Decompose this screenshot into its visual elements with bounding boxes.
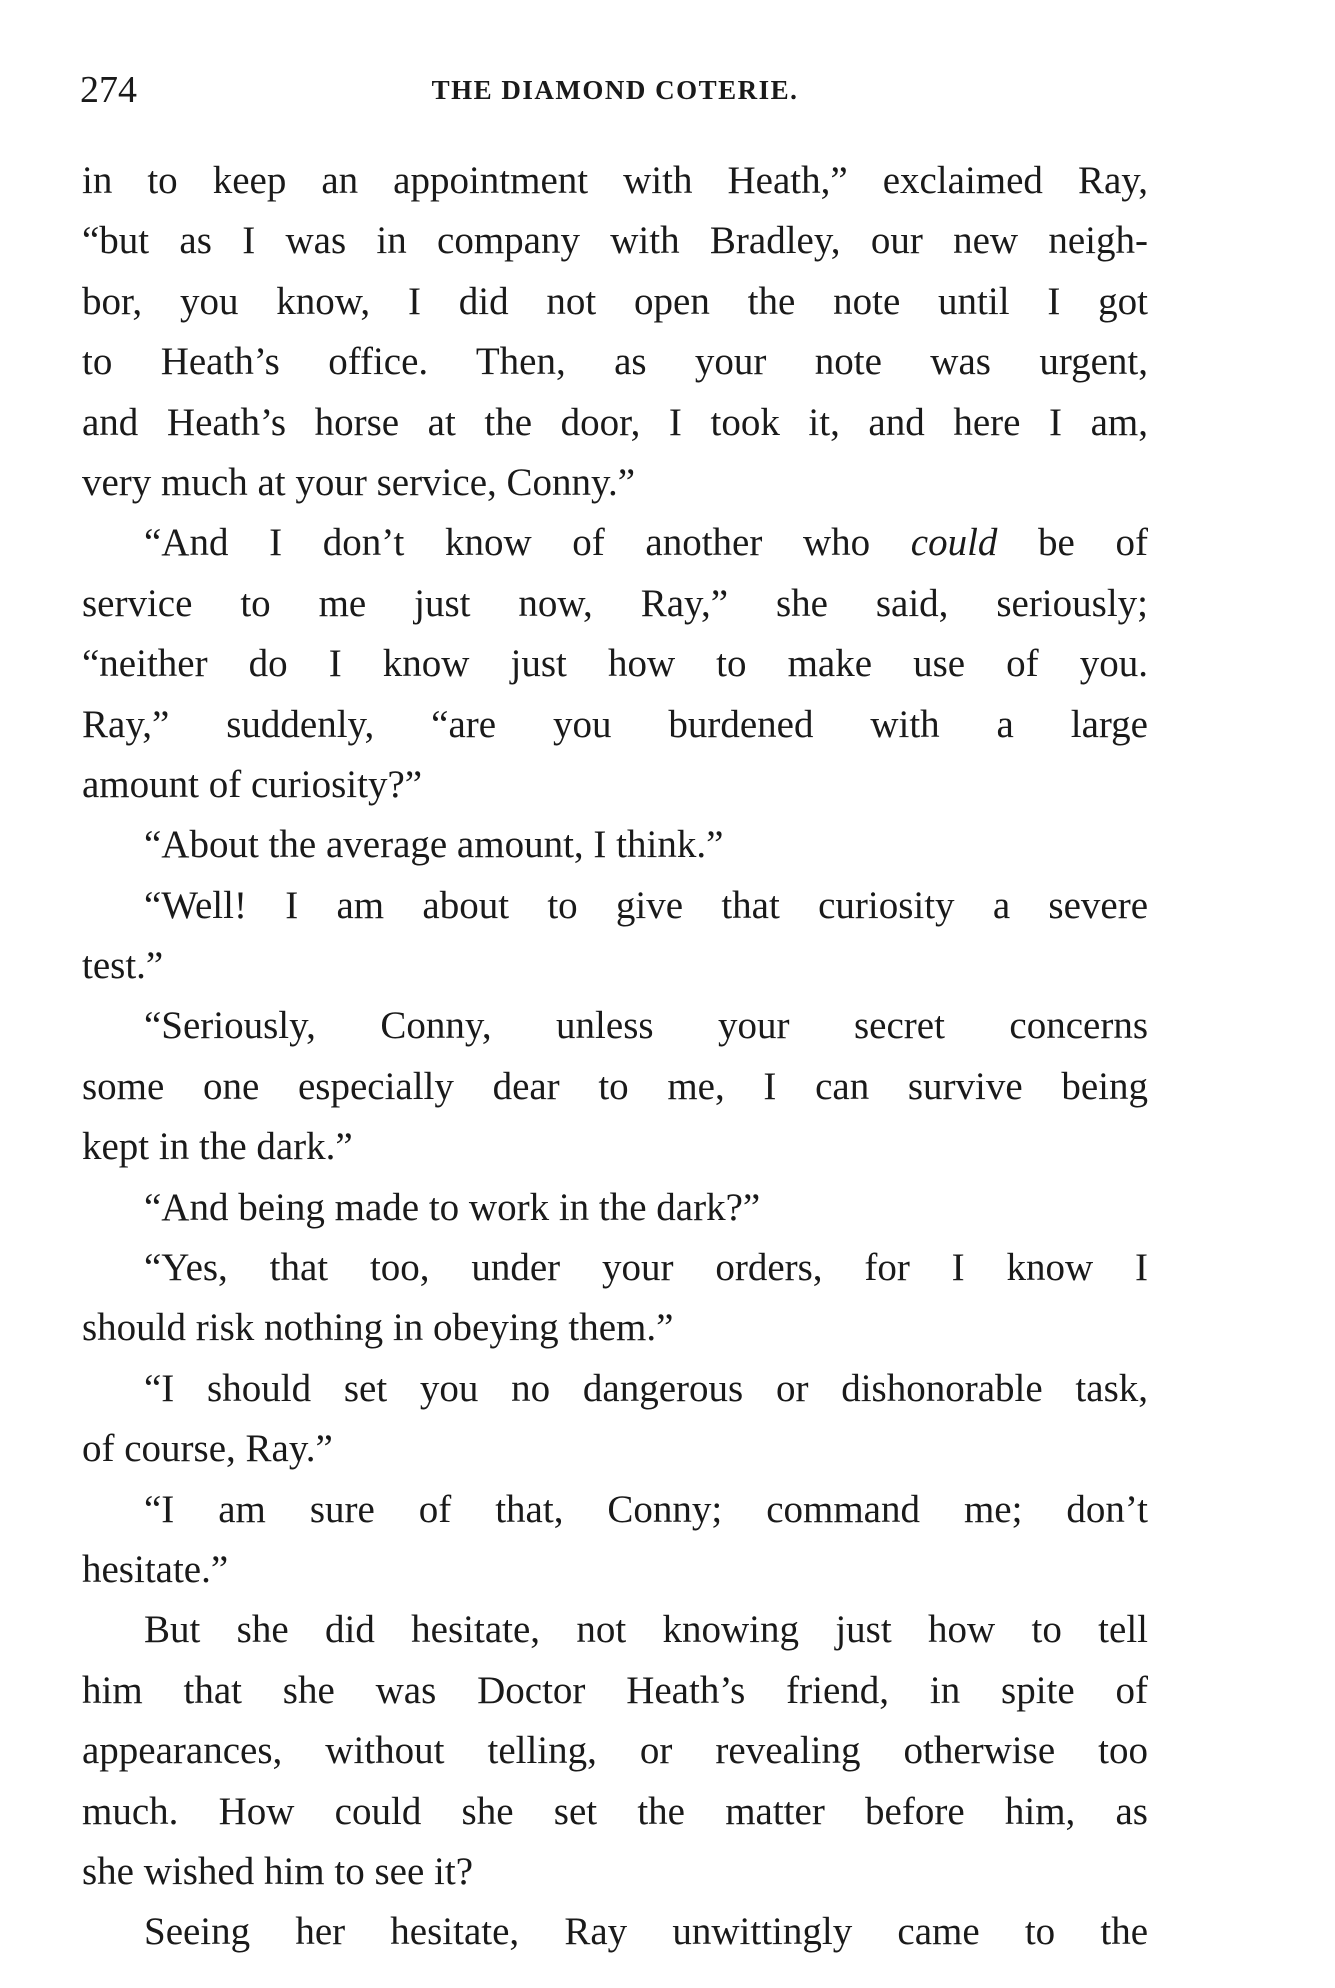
text-line: appearances, without telling, or revealing otherwise too [82, 1729, 1148, 1773]
text-line: “Yes, that too, under your orders, for I know I [144, 1246, 1148, 1290]
text-line: kept in the dark.” [82, 1125, 353, 1169]
text-line [82, 513, 1148, 573]
italic-word: could [910, 521, 998, 565]
text-line: “Seriously, Conny, unless your secret concerns [144, 1004, 1148, 1048]
text-line: “About the average amount, I think.” [144, 823, 724, 867]
text-line: amount of curiosity?” [82, 762, 423, 806]
text-line: she wished him to see it? [82, 1849, 474, 1893]
text-line: very much at your service, Conny.” [82, 460, 636, 504]
text-line: “And being made to work in the dark?” [144, 1185, 761, 1229]
text-line: Seeing her hesitate, Ray unwittingly came to the [144, 1910, 1148, 1954]
text-line: to Heath’s office. Then, as your note was urgent, [82, 340, 1148, 384]
text-line: in to keep an appointment with Heath,” exclaimed Ray, [82, 159, 1148, 202]
text-line: and Heath’s horse at the door, I took it, and here I am, [82, 400, 1148, 444]
text-line: Ray,” suddenly, “are you burdened with a large [82, 702, 1148, 746]
text-line: But she did hesitate, not knowing just how to tell [144, 1608, 1148, 1652]
text-line: “I am sure of that, Conny; command me; don’t [144, 1487, 1148, 1531]
text-line: “Well! I am about to give that curiosity a severe [144, 883, 1148, 927]
text-line: “I should set you no dangerous or dishonorable task, [144, 1366, 1148, 1410]
text-line: “neither do I know just how to make use of you. [82, 642, 1148, 686]
running-title: THE DIAMOND COTERIE. [431, 75, 799, 105]
text-line: hesitate.” [82, 1547, 229, 1591]
text-line: test.” [82, 944, 164, 988]
body-text [82, 151, 1148, 1963]
text-line: should risk nothing in obeying them.” [82, 1306, 674, 1350]
text-line: him that she was Doctor Heath’s friend, in spite of [82, 1668, 1148, 1712]
text-line: much. How could she set the matter before him, as [82, 1789, 1148, 1833]
text-line: of course, Ray.” [82, 1427, 333, 1471]
text-line: bor, you know, I did not open the note until I got [82, 279, 1148, 323]
page-header [80, 60, 1150, 120]
text-run: “And I don’t know of another who [144, 521, 911, 565]
text-run: be of [997, 521, 1148, 565]
text-line: service to me just now, Ray,” she said, seriously; [82, 581, 1148, 625]
text-line: “but as I was in company with Bradley, our new neigh- [82, 219, 1148, 263]
text-line: some one especially dear to me, I can survive being [82, 1064, 1148, 1108]
page-number: 274 [80, 69, 137, 111]
